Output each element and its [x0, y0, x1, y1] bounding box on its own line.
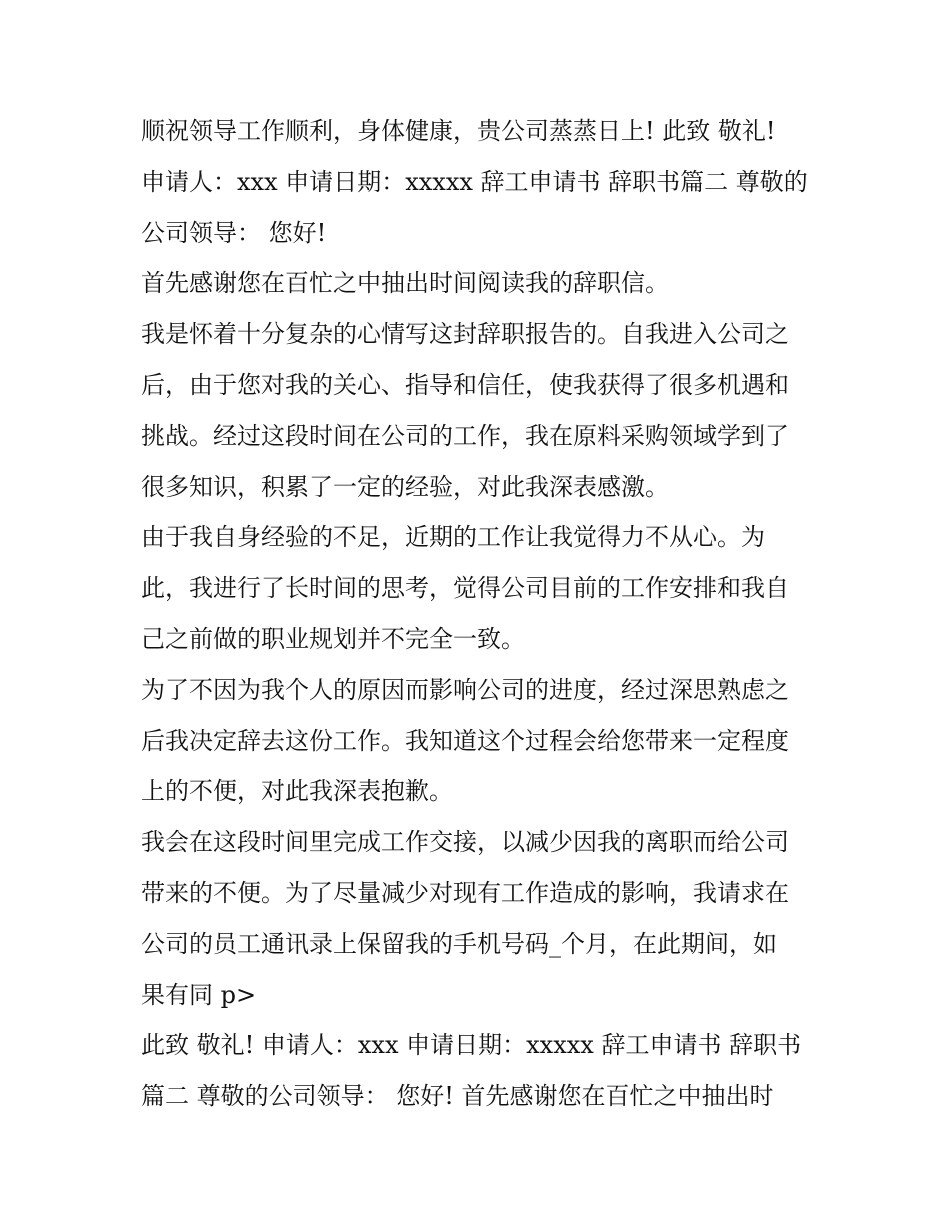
text-line: 此，我进行了长时间的思考，觉得公司目前的工作安排和我自 — [141, 574, 789, 603]
text-line: 此致 敬礼! 申请人：xxx 申请日期：xxxxx 辞工申请书 辞职书 — [141, 1031, 802, 1060]
text-line: 后，由于您对我的关心、指导和信任，使我获得了很多机遇和 — [141, 370, 789, 399]
text-line: 申请人：xxx 申请日期：xxxxx 辞工申请书 辞职书篇二 尊敬的 — [141, 167, 808, 196]
text-line: 很多知识，积累了一定的经验，对此我深表感激。 — [141, 472, 669, 501]
text-line: 公司领导： 您好! — [141, 218, 327, 247]
text-line: 我是怀着十分复杂的心情写这封辞职报告的。自我进入公司之 — [141, 320, 789, 349]
text-line: 公司的员工通讯录上保留我的手机号码_个月，在此期间，如 — [141, 929, 777, 958]
text-line: 为了不因为我个人的原因而影响公司的进度，经过深思熟虑之 — [141, 675, 789, 704]
text-line: 果有同 p> — [141, 980, 257, 1009]
text-line: 我会在这段时间里完成工作交接，以减少因我的离职而给公司 — [141, 828, 789, 857]
text-line: 由于我自身经验的不足，近期的工作让我觉得力不从心。为 — [141, 523, 765, 552]
text-line: 篇二 尊敬的公司领导： 您好! 首先感谢您在百忙之中抽出时 — [141, 1082, 774, 1111]
text-line: 带来的不便。为了尽量减少对现有工作造成的影响，我请求在 — [141, 878, 789, 907]
text-line: 顺祝领导工作顺利，身体健康，贵公司蒸蒸日上! 此致 敬礼! — [141, 117, 776, 145]
text-line: 己之前做的职业规划并不完全一致。 — [141, 624, 525, 653]
text-line: 挑战。经过这段时间在公司的工作，我在原料采购领域学到了 — [141, 421, 789, 450]
text-line: 首先感谢您在百忙之中抽出时间阅读我的辞职信。 — [141, 269, 669, 298]
text-line: 上的不便，对此我深表抱歉。 — [141, 777, 453, 806]
text-line: 后我决定辞去这份工作。我知道这个过程会给您带来一定程度 — [141, 726, 789, 755]
letter-body — [141, 106, 821, 1122]
